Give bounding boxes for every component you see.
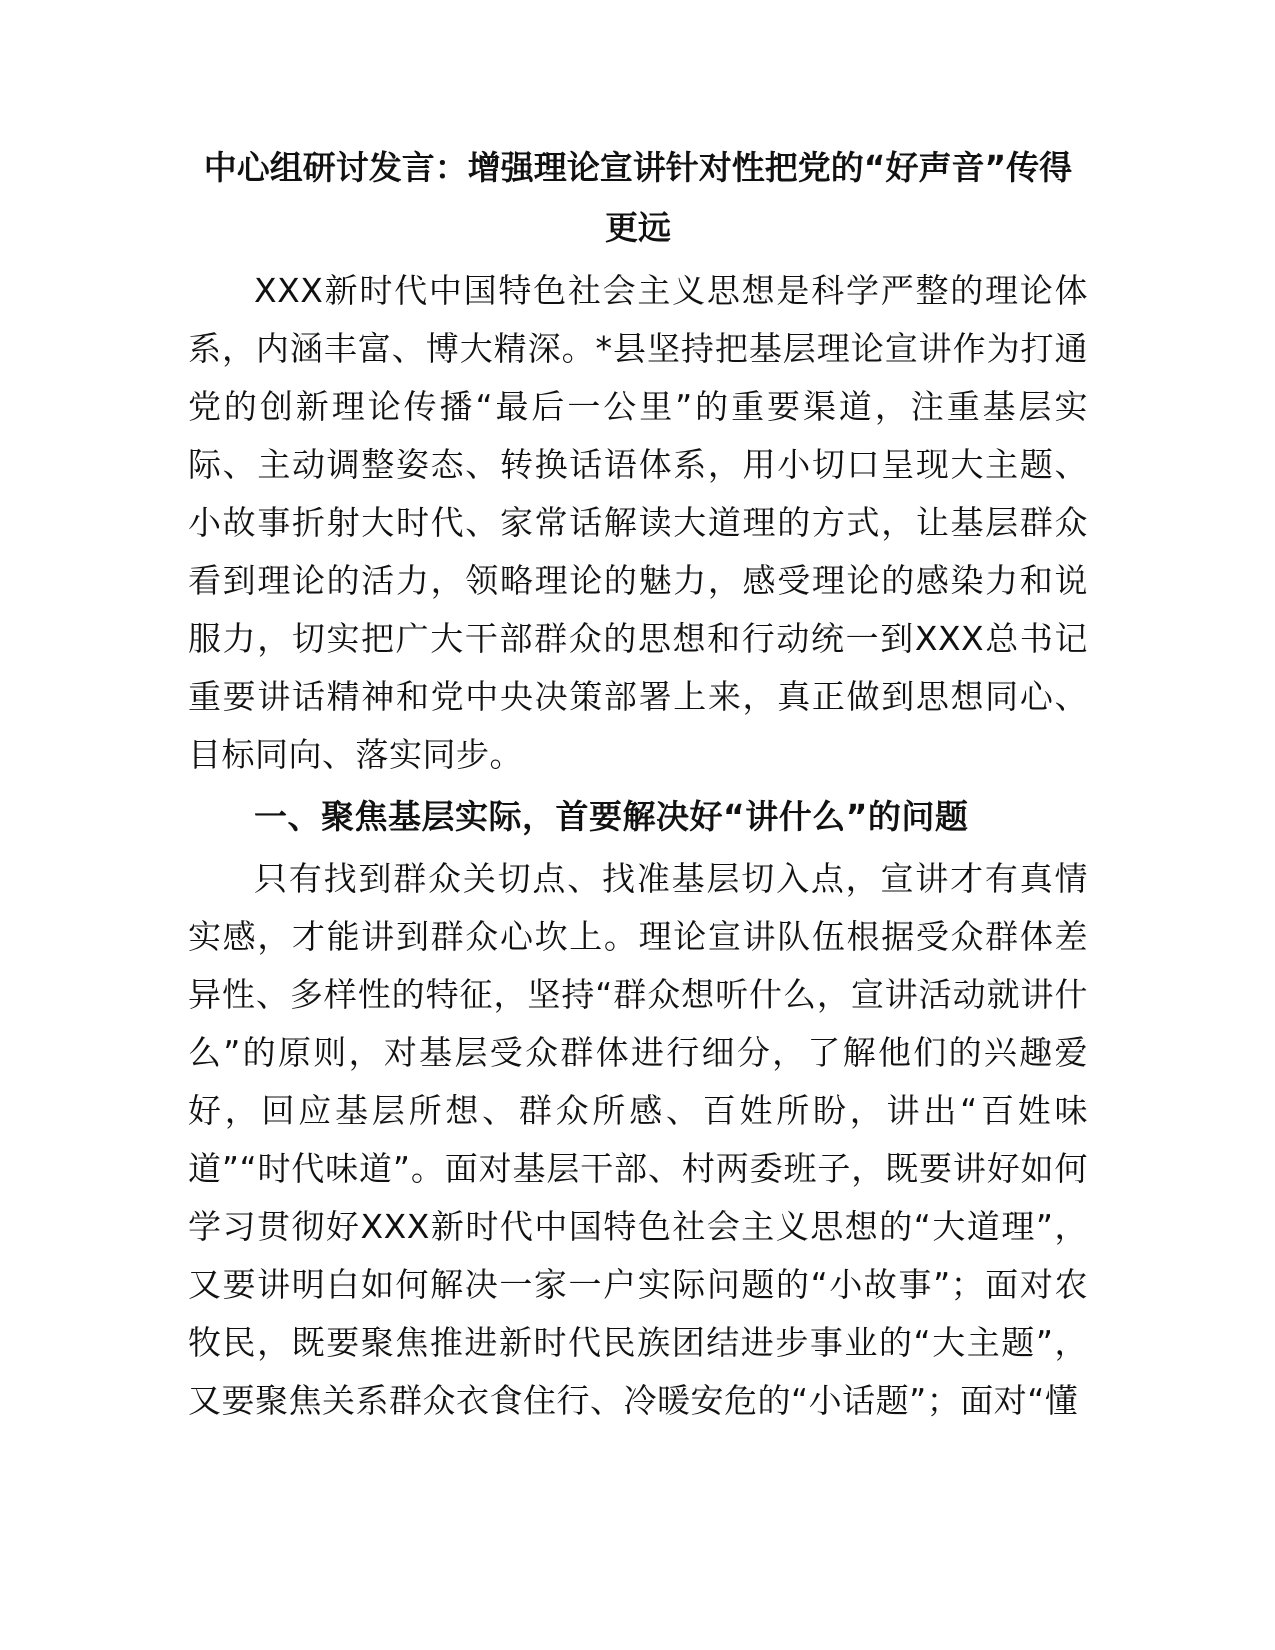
title-line-1: 中心组研讨发言：增强理论宣讲针对性把党的“好声音”传得: [203, 148, 1073, 187]
intro-paragraph: XXX新时代中国特色社会主义思想是科学严整的理论体系，内涵丰富、博大精深。*县坚持把基层理论宣讲作为打通党的创新理论传播“最后一公里”的重要渠道，注重基层实际、主动调整姿态、转换话语体系，用小切口呈现大主题、小故事折射大时代、家常话解读大道理的方式，让基层群众看到理论的活力，领略理论的魅力，感受理论的感染力和说服力，切实把广大干部群众的思想和行动统一到XXX总书记重要讲话精神和党中央决策部署上来，真正做到思想同心、目标同向、落实同步。: [188, 271, 1088, 774]
section-1-paragraph: 只有找到群众关切点、找准基层切入点，宣讲才有真情实感，才能讲到群众心坎上。理论宣讲队伍根据受众群体差异性、多样性的特征，坚持“群众想听什么，宣讲活动就讲什么”的原则，对基层受众群体进行细分，了解他们的兴趣爱好，回应基层所想、群众所感、百姓所盼，讲出“百姓味道”“时代味道”。面对基层干部、村两委班子，既要讲好如何学习贯彻好XXX新时代中国特色社会主义思想的“大道理”，又要讲明白如何解决一家一户实际问题的“小故事”；面对农牧民，既要聚焦推进新时代民族团结进步事业的“大主题”，又要聚焦关系群众衣食住行、冷暖安危的“小话题”；面对“懂: [188, 859, 1088, 1420]
document-body: [188, 138, 1088, 1430]
section-1-heading: 一、聚焦基层实际，首要解决好“讲什么”的问题: [254, 797, 969, 836]
title-line-2: 更远: [605, 208, 671, 247]
document-title: [188, 138, 1088, 258]
